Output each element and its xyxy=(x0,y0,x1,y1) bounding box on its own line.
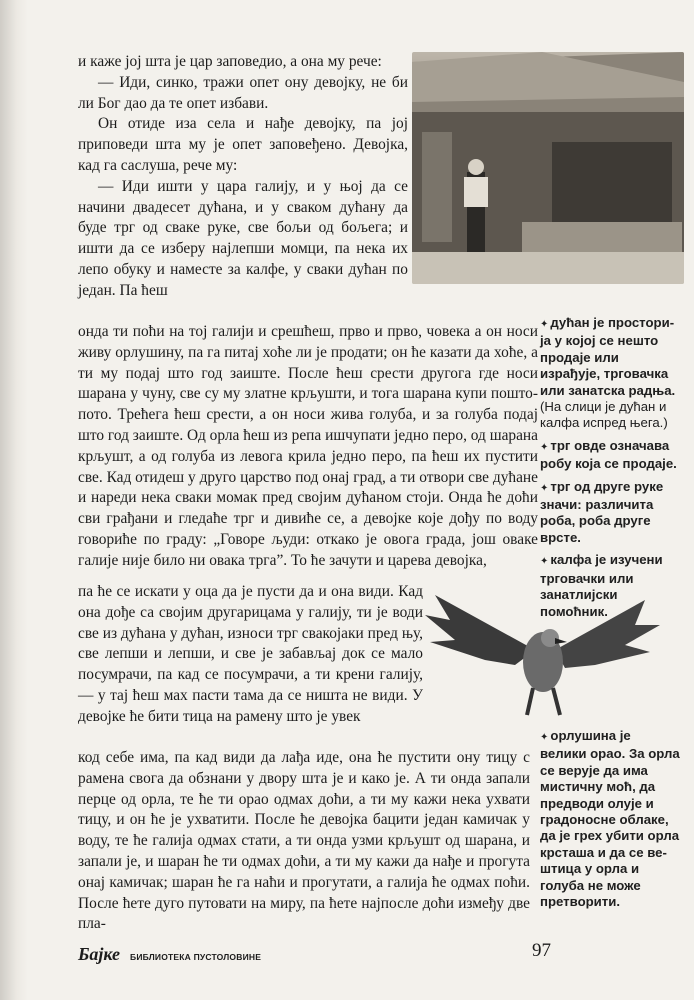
paragraph-4c: па ће се искати у оца да је пусти да и она види. Кад она дође са својим другарицама у галију, ти је води све из дућана у дућан, износи трг свакојаки пред њу, све лепши и лепши, и све је забављај док се мало посумрачи, па кад се посумрачи, а ти крени галију, — у тај ћеш мах пасти тама да се ништа не види. У девојке ће бити тица на рамену што је увек xyxy=(78,583,423,725)
series-title: Бајке xyxy=(78,944,121,964)
sidebar-note-eagle xyxy=(540,728,680,916)
paragraph-2: — Иди, синко, тражи опет ону девојку, не би ли Бог дао да те опет избави. xyxy=(78,73,408,112)
diamond-icon: ✦ xyxy=(540,482,549,494)
note-trg-od-druge-ruke xyxy=(540,479,680,547)
note-text: је велики орао. За орла се верује да има мистичну моћ, да предводи олује и градоносне облаке, да је грех убити орла крсташа и да се вештица у орла и голуба не може претворити. xyxy=(540,728,680,910)
note-term: дућан xyxy=(550,315,590,330)
main-text-middle xyxy=(78,322,538,572)
note-orlushina xyxy=(540,728,680,910)
note-text: овде означава робу која се продаје. xyxy=(540,437,677,472)
note-extra: (На слици је дућан и калфа испред њега.) xyxy=(540,399,668,431)
paragraph-4a: — Иди ишти у цара галију, и у њој да се начини двадесет дућана, и у сваком дућану да буде трг од сваке руке, све бољи од бољега; и ишти да се изберу најлепши момци, па нека их лепо обуку и наместе за калфе, у сваки дућан по један. Па ћеш xyxy=(78,177,408,299)
diamond-icon: ✦ xyxy=(540,556,549,568)
paragraph-4b: онда ти поћи на тој галији и срешћеш, прво и прво, човека а он носи живу орлушину, па га питај хоће ли је продати; он ће казати да хоће, а ти му подај што год заиште. После ћеш срести другога где носи шарана у чуну, све су му златне крљушти, и тога шарана купи пошто-пото. Трећега ћеш срести, а он носи жива голуба, и за голуба подај што год заиште. Од орла ћеш из репа ишчупати једно перо, од шарана крљушт, а од голуба из левога крила једно перо, па ћеш их пустити све. Кад отидеш у друго царство под онај град, а ти отвори све дућане и нареди нека сваки момак пред својим дућаном стоји. Онда ће доћи сви грађани и гледаће трг и дивиће се, а девојке које дођу по воду говориће по граду: „Говоре људи: откако је овога града, још оваке галије није било ни овака трга”. То ће зачути и царева девојка, xyxy=(78,323,538,569)
library-name: БИБЛИОТЕКА ПУСТОЛОВИНЕ xyxy=(130,952,262,962)
note-term: трг xyxy=(550,437,571,453)
diamond-icon: ✦ xyxy=(540,441,549,453)
main-text-eagle xyxy=(78,582,423,728)
note-text: је изучени трговачки или занатлијски помоћник. xyxy=(540,552,663,619)
page-gutter-shadow xyxy=(0,0,28,1000)
paragraph-3: Он отиде иза села и нађе девојку, па јој приповеди шта му је опет заповеђено. Девојка, кад га саслуша, рече му: xyxy=(78,115,408,174)
diamond-icon: ✦ xyxy=(540,319,549,330)
diamond-icon: ✦ xyxy=(540,732,549,743)
page-number: 97 xyxy=(532,940,551,961)
paragraph-1: и каже јој шта је цар заповедио, а она му рече: xyxy=(78,53,382,70)
paragraph-4d: код себе има, па кад види да лађа иде, она ће пустити ону тицу с рамена свога да обзнани у двору шта је и како је. А ти онда запали перце од орла, те ће ти орао одмах доћи, а ти му кажи нека ухвати тицу, и он ће је ухватити. После ће девојка бацити један камичак у воду, те ће галија одмах стати, а ти онда узми крљушт од шарана, и запали је, и шаран ће ти одмах доћи, а ти му кажи да нађе и прогута онај камичак; шаран ће га наћи и прогутати, а галија ће одмах поћи. После ћете дуго путовати на миру, па ћете најпосле доћи између две пла- xyxy=(78,749,530,933)
sidebar-notes xyxy=(540,315,680,626)
note-kalfa xyxy=(540,552,680,620)
main-text-bottom xyxy=(78,748,530,935)
note-term: калфа xyxy=(550,552,592,568)
shop-photo xyxy=(412,52,684,284)
note-term: орлушина xyxy=(550,728,617,743)
note-text: значи: различита роба, роба друге врсте. xyxy=(540,497,654,545)
note-trg xyxy=(540,438,680,473)
note-term: трг од друге руке xyxy=(550,478,664,494)
note-dukan xyxy=(540,315,680,432)
main-text-top xyxy=(78,52,408,302)
note-text: је просторија у којој се нешто продаје или израђује, трговачка или занатска радња. xyxy=(540,315,676,398)
page-footer xyxy=(78,944,558,968)
